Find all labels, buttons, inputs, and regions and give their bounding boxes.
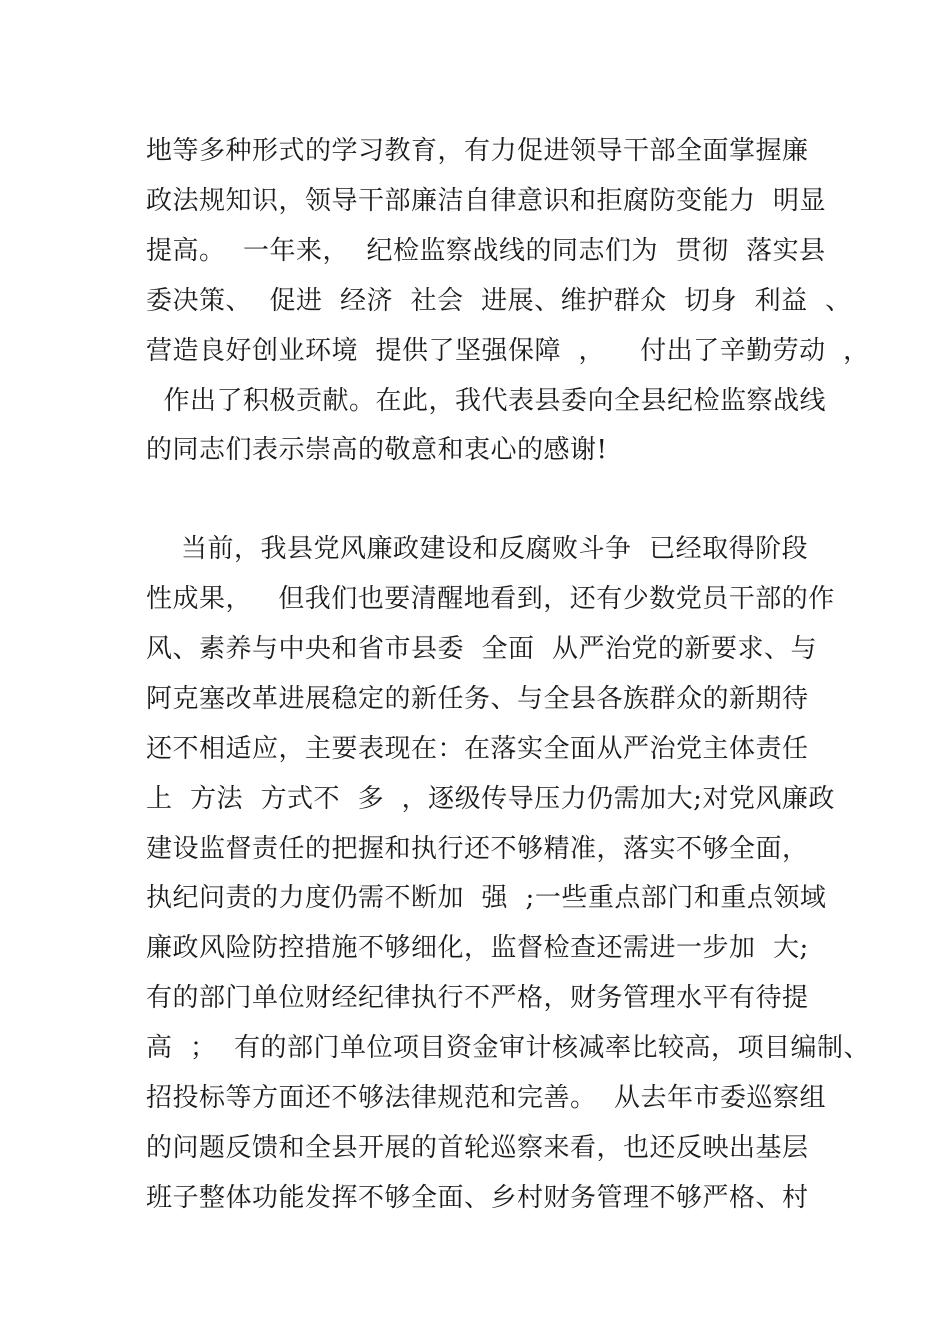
paragraph-1-line-5: 营造良好创业环境 提供了坚强保障 ， 付出了辛勤劳动 ，: [146, 336, 870, 366]
paragraph-1-line-4: 委决策、 促进 经济 社会 进展、维护群众 切身 利益 、: [146, 286, 852, 316]
paragraph-1-line-6: 作出了积极贡献。在此，我代表县委向全县纪检监察战线: [146, 386, 827, 416]
paragraph-2-line-5: 还不相适应，主要表现在：在落实全面从严治党主体责任: [146, 734, 809, 764]
paragraph-2-line-3: 风、素养与中央和省市县委 全面 从严治党的新要求、与: [146, 634, 818, 664]
paragraph-2-line-7: 建设监督责任的把握和执行还不够精准，落实不够全面，: [146, 834, 809, 864]
paragraph-2-line-12: 招投标等方面还不够法律规范和完善。 从去年市委巡察组: [146, 1083, 827, 1113]
paragraph-2-line-2: 性成果， 但我们也要清醒地看到，还有少数党员干部的作: [146, 584, 835, 614]
paragraph-1-line-7: 的同志们表示崇高的敬意和衷心的感谢!: [146, 435, 608, 465]
paragraph-2-line-9: 廉政风险防控措施不够细化，监督检查还需进一步加 大;: [146, 933, 809, 963]
paragraph-2-line-8: 执纪问责的力度仍需不断加 强 ;一些重点部门和重点领域: [146, 883, 827, 913]
paragraph-2-line-14: 班子整体功能发挥不够全面、乡村财务管理不够严格、村: [146, 1183, 809, 1213]
paragraph-1-line-3: 提高。 一年来， 纪检监察战线的同志们为 贯彻 落实县: [146, 236, 826, 266]
paragraph-2-line-1: 当前，我县党风廉政建设和反腐败斗争 已经取得阶段: [146, 534, 809, 564]
paragraph-2-line-6: 上 方法 方式不 多 ，逐级传导压力仍需加大;对党风廉政: [146, 784, 835, 814]
paragraph-2-line-13: 的问题反馈和全县开展的首轮巡察来看，也还反映出基层: [146, 1133, 809, 1163]
paragraph-2-line-11: 高 ； 有的部门单位项目资金审计核减率比较高，项目编制、: [146, 1033, 871, 1063]
paragraph-1-line-1: 地等多种形式的学习教育，有力促进领导干部全面掌握廉: [146, 136, 809, 166]
paragraph-1-line-2: 政法规知识，领导干部廉洁自律意识和拒腐防变能力 明显: [146, 186, 827, 216]
paragraph-2-line-4: 阿克塞改革进展稳定的新任务、与全县各族群众的新期待: [146, 684, 809, 714]
paragraph-2-line-10: 有的部门单位财经纪律执行不严格，财务管理水平有待提: [146, 983, 809, 1013]
